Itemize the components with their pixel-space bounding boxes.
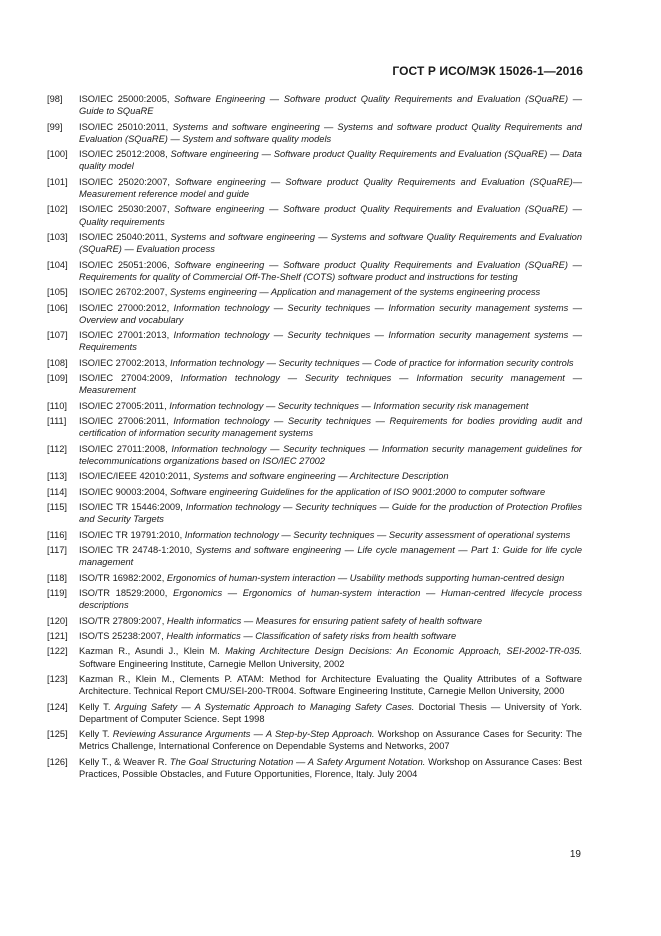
reference-text [79,286,582,298]
reference-source: ISO/TR 18529:2000, [79,588,168,599]
reference-source: ISO/IEC 27002:2013, [79,357,168,368]
reference-item [47,231,582,255]
reference-item [47,302,582,326]
reference-title: Reviewing Assurance Arguments — A Step-by-Step Approach. [112,729,375,740]
reference-number: [103] [47,231,68,242]
reference-title: Information technology — Security techniques — Security assessment of operational systems [184,529,571,540]
reference-item [47,544,582,568]
reference-item [47,756,582,780]
reference-source: ISO/TR 27809:2007, [79,615,165,626]
reference-text [79,121,582,145]
reference-source: Kelly T. [79,701,111,712]
reference-item [47,728,582,752]
reference-item [47,443,582,467]
reference-text [79,701,582,725]
reference-details: Doctorial Thesis — University of York. Department of Computer Science. Sept 1998 [79,701,583,724]
reference-item [47,148,582,172]
reference-source: Kazman R., Asundi J., Klein M. [79,646,220,657]
reference-text [79,529,582,541]
reference-source: ISO/IEC TR 15446:2009, [79,502,183,513]
reference-text [79,673,582,697]
reference-source: ISO/TS 25238:2007, [79,631,164,642]
reference-source: ISO/IEC 25010:2011, [79,121,169,132]
reference-number: [100] [47,149,68,160]
reference-item [47,630,582,642]
reference-text [79,329,582,353]
reference-source: ISO/IEC 27006:2011, [79,416,169,427]
reference-number: [109] [47,373,68,384]
reference-source: ISO/IEC TR 19791:2010, [79,529,183,540]
reference-text [79,486,582,498]
reference-item [47,587,582,611]
reference-item [47,501,582,525]
reference-title: Software engineering — Software product Quality Requirements and Evaluation (SQuaRE) — Data quality model [79,149,582,172]
reference-title: Making Architecture Design Decisions: An Economic Approach, SEI-2002-TR-035. [225,646,582,657]
reference-title: Software engineering — Software product Quality Requirements and Evaluation (SQuaRE)— Measurement reference model and guide [79,176,582,199]
reference-item [47,286,582,298]
reference-title: Information technology — Security techniques — Requirements for bodies providing audit and certification of information security management systems [79,416,582,439]
reference-item [47,529,582,541]
reference-source: ISO/IEC 27005:2011, [79,400,167,411]
reference-number: [104] [47,259,68,270]
reference-title: Systems and software engineering — Architecture Description [193,471,449,482]
reference-number: [102] [47,204,68,215]
reference-text [79,302,582,326]
reference-source: ISO/IEC 25030:2007, [79,204,170,215]
reference-item [47,645,582,669]
reference-title: Systems and software engineering — Life cycle management — Part 1: Guide for life cycle management [79,545,582,568]
reference-text [79,203,582,227]
reference-text [79,587,582,611]
reference-source: ISO/TR 16982:2002, [79,572,165,583]
reference-text [79,615,582,627]
reference-list [47,93,582,783]
page-number: 19 [569,849,581,860]
reference-item [47,415,582,439]
reference-title: Arguing Safety — A Systematic Approach to Managing Safety Cases. [114,701,415,712]
reference-number: [123] [47,674,68,685]
reference-title: Information technology — Security techniques — Information security management guidelines for telecommunications organizations based on ISO/IEC 27002 [79,443,582,466]
reference-title: Ergonomics — Ergonomics of human-system interaction — Human-centred lifecycle process descriptions [79,588,582,611]
reference-number: [112] [47,443,67,454]
reference-text [79,443,582,467]
reference-source: ISO/IEC 90003:2004, [79,486,168,497]
reference-source: ISO/IEC 25040:2011, [79,231,168,242]
reference-number: [122] [47,646,68,657]
reference-number: [124] [47,701,68,712]
reference-text [79,470,582,482]
reference-source: ISO/IEC 25012:2008, [79,149,168,160]
reference-details: Software Engineering Institute, Carnegie Mellon University, 2002 [79,658,345,669]
reference-text [79,630,582,642]
reference-number: [101] [47,176,68,187]
reference-item [47,486,582,498]
reference-title: Health informatics — Measures for ensuring patient safety of health software [166,615,483,626]
reference-number: [99] [47,121,63,132]
reference-title: Systems and software engineering — Systems and software Quality Requirements and Evaluation (SQuaRE) — Evaluation process [79,231,582,255]
reference-source: ISO/IEC 25020:2007, [79,176,170,187]
reference-title: Software Engineering — Software product Quality Requirements and Evaluation (SQuaRE) — Guide to SQuaRE [79,94,582,117]
reference-item [47,357,582,369]
reference-number: [120] [47,615,68,626]
reference-item [47,572,582,584]
reference-source: ISO/IEC 25051:2006, [79,259,170,270]
reference-text [79,400,582,412]
reference-item [47,701,582,725]
reference-item [47,121,582,145]
reference-title: The Goal Structuring Notation — A Safety Argument Notation. [169,756,426,767]
reference-number: [107] [47,330,68,341]
reference-number: [117] [47,545,67,556]
reference-text [79,501,582,525]
reference-number: [119] [47,588,67,599]
reference-item [47,176,582,200]
reference-item [47,372,582,396]
reference-source: ISO/IEC 25000:2005, [79,94,170,104]
reference-text [79,148,582,172]
reference-number: [111] [47,416,67,427]
reference-text [79,645,582,669]
reference-source: Kazman R., Klein M., Clements P. ATAM: Method for Architecture Evaluating the Quality Attributes of a Software Architecture. Technical Report CMU/SEI-200-TR004. Software Engineering Institute, Carnegie Mellon University, 2000 [79,674,582,697]
reference-item [47,259,582,283]
reference-title: Software engineering Guidelines for the application of ISO 9001:2000 to computer software [169,486,546,497]
reference-title: Health informatics — Classification of safety risks from health software [166,631,457,642]
reference-item [47,93,582,117]
reference-source: ISO/IEC 27000:2012, [79,302,170,313]
reference-number: [125] [47,729,68,740]
reference-text [79,372,582,396]
reference-title: Software engineering — Software product Quality Requirements and Evaluation (SQuaRE) — Requirements for quality of Commercial Off-The-Shelf (COTS) software product and instructions for testing [79,259,582,282]
reference-number: [121] [47,631,68,642]
reference-item [47,329,582,353]
reference-number: [108] [47,357,68,368]
document-header: ГОСТ Р ИСО/МЭК 15026-1—2016 [392,64,583,78]
reference-title: Information technology — Security techniques — Information security management — Measurement [79,373,583,396]
reference-item [47,203,582,227]
reference-item [47,615,582,627]
reference-source: ISO/IEC/IEEE 42010:2011, [79,471,191,482]
reference-text [79,756,582,780]
reference-number: [98] [47,94,63,104]
reference-title: Software engineering — Software product Quality Requirements and Evaluation (SQuaRE) — Quality requirements [79,204,582,227]
reference-number: [106] [47,302,68,313]
reference-number: [115] [47,502,67,513]
reference-source: ISO/IEC 27004:2009, [79,373,173,384]
reference-number: [105] [47,287,68,298]
reference-number: [116] [47,529,67,540]
reference-text [79,259,582,283]
reference-title: Information technology — Security techniques — Code of practice for information security controls [169,357,574,368]
reference-source: ISO/IEC 27001:2013, [79,330,170,341]
reference-text [79,728,582,752]
reference-source: ISO/IEC 26702:2007, [79,287,168,298]
reference-text [79,572,582,584]
reference-text [79,415,582,439]
reference-details: Workshop on Assurance Cases: Best Practices, Possible Obstacles, and Future Opportunities, Florence, Italy. July 2004 [79,756,582,779]
reference-number: [114] [47,486,67,497]
reference-details: Workshop on Assurance Cases for Security: The Metrics Challenge, International Conference on Dependable Systems and Networks, 2007 [79,729,582,752]
reference-text [79,357,582,369]
reference-title: Systems and software engineering — Systems and software product Quality Requirements and Evaluation (SQuaRE) — System and software quality models [79,121,582,144]
reference-text [79,231,582,255]
reference-number: [118] [47,572,67,583]
reference-item [47,673,582,697]
reference-number: [113] [47,471,67,482]
reference-number: [126] [47,756,68,767]
reference-title: Information technology — Security techniques — Information security risk management [169,400,529,411]
reference-title: Information technology — Security techniques — Information security management systems — Requirements [79,330,582,353]
reference-title: Ergonomics of human-system interaction — Usability methods supporting human-centred design [166,572,565,583]
reference-item [47,470,582,482]
reference-text [79,544,582,568]
reference-title: Information technology — Security techniques — Guide for the production of Protection Profiles and Security Targets [79,502,582,525]
reference-item [47,400,582,412]
reference-source: Kelly T. [79,729,110,740]
reference-source: ISO/IEC 27011:2008, [79,443,168,454]
reference-text [79,93,582,117]
reference-number: [110] [47,400,67,411]
reference-source: Kelly T., & Weaver R. [79,756,168,767]
reference-text [79,176,582,200]
reference-title: Information technology — Security techniques — Information security management systems — Overview and vocabulary [79,302,582,325]
reference-source: ISO/IEC TR 24748-1:2010, [79,545,193,556]
reference-title: Systems engineering — Application and management of the systems engineering process [169,287,541,298]
